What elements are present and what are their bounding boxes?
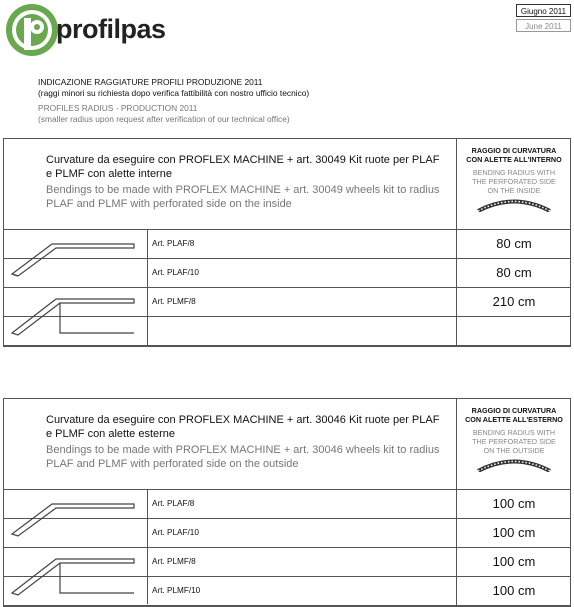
radius-header-it-line1: RAGGIO DI CURVATURA <box>471 406 557 415</box>
radius-header-en-line2: THE PERFORATED SIDE <box>472 437 556 446</box>
radius-header-en <box>457 168 571 195</box>
radius-header-it <box>457 406 571 424</box>
radius-header-it-line1: RAGGIO DI CURVATURA <box>471 146 557 155</box>
radius-value: 80 cm <box>456 230 571 258</box>
radius-header-en-line1: BENDING RADIUS WITH <box>472 428 556 437</box>
profile-cell-plmf <box>4 287 148 345</box>
article-code: Art. PLMF/8 <box>152 557 196 566</box>
radius-header-en-line1: BENDING RADIUS WITH <box>472 168 556 177</box>
radius-header-it-line2: CON ALETTE ALL'ESTERNO <box>465 415 563 424</box>
logo-mark-icon <box>4 2 64 62</box>
bend-outside-icon <box>474 456 554 472</box>
bend-inside-icon <box>474 196 554 212</box>
description-en: Bendings to be made with PROFLEX MACHINE + art. 30046 wheels kit to radius PLAF and PLMF with perforated side on the outside <box>46 444 440 470</box>
plaf-profile-icon <box>8 238 138 278</box>
article-code: Art. PLAF/8 <box>152 499 195 508</box>
description-en: Bendings to be made with PROFLEX MACHINE + art. 30049 wheels kit to radius PLAF and PLMF with perforated side on the inside <box>46 184 440 210</box>
description-it: Curvature da eseguire con PROFLEX MACHINE + art. 30049 Kit ruote per PLAF e PLMF con alette interne <box>46 154 440 180</box>
intro-title-en: PROFILES RADIUS - PRODUCTION 2011 <box>38 103 198 113</box>
radius-header-it <box>457 146 571 164</box>
intro-title-it: INDICAZIONE RAGGIATURE PROFILI PRODUZIONE 2011 <box>38 77 263 87</box>
radius-header-en-line2: THE PERFORATED SIDE <box>472 177 556 186</box>
article-code: Art. PLMF/8 <box>152 297 196 306</box>
radius-value: 100 cm <box>456 548 571 576</box>
radius-header-en-line3: ON THE INSIDE <box>487 186 541 195</box>
profile-cell-plaf <box>4 230 148 287</box>
date-italian: Giugno 2011 <box>516 4 571 17</box>
radius-header-en-line3: ON THE OUTSIDE <box>483 446 545 455</box>
article-code: Art. PLAF/8 <box>152 239 195 248</box>
brand-name: profilpas <box>56 14 166 44</box>
table-description <box>46 153 446 211</box>
table-header <box>4 399 570 490</box>
plmf-profile-icon <box>8 553 138 597</box>
radius-value: 210 cm <box>456 288 571 316</box>
table-outside-radius <box>3 398 571 607</box>
article-code: Art. PLMF/10 <box>152 586 201 595</box>
plmf-profile-icon <box>8 293 138 337</box>
article-code: Art. PLAF/10 <box>152 528 199 537</box>
article-code: Art. PLAF/10 <box>152 268 199 277</box>
radius-value: 80 cm <box>456 259 571 287</box>
table-description <box>46 413 446 471</box>
profile-cell-plaf <box>4 490 148 547</box>
intro-block <box>38 77 309 125</box>
radius-value: 100 cm <box>456 490 571 518</box>
intro-note-en: (smaller radius upon request after verification of our technical office) <box>38 114 290 124</box>
radius-header <box>456 139 571 229</box>
description-it: Curvature da eseguire con PROFLEX MACHINE + art. 30046 Kit ruote per PLAF e PLMF con alette esterne <box>46 414 440 440</box>
radius-header-it-line2: CON ALETTE ALL'INTERNO <box>466 155 562 164</box>
date-english: June 2011 <box>516 19 571 32</box>
table-header <box>4 139 570 230</box>
intro-note-it: (raggi minori su richiesta dopo verifica fattibilità con nostro ufficio tecnico) <box>38 88 310 98</box>
profile-cell-plmf <box>4 547 148 604</box>
radius-header <box>456 399 571 489</box>
radius-value: 100 cm <box>456 577 571 605</box>
radius-header-en <box>457 428 571 455</box>
plaf-profile-icon <box>8 498 138 538</box>
table-inside-radius <box>3 138 571 347</box>
radius-value <box>456 317 571 345</box>
radius-value: 100 cm <box>456 519 571 547</box>
